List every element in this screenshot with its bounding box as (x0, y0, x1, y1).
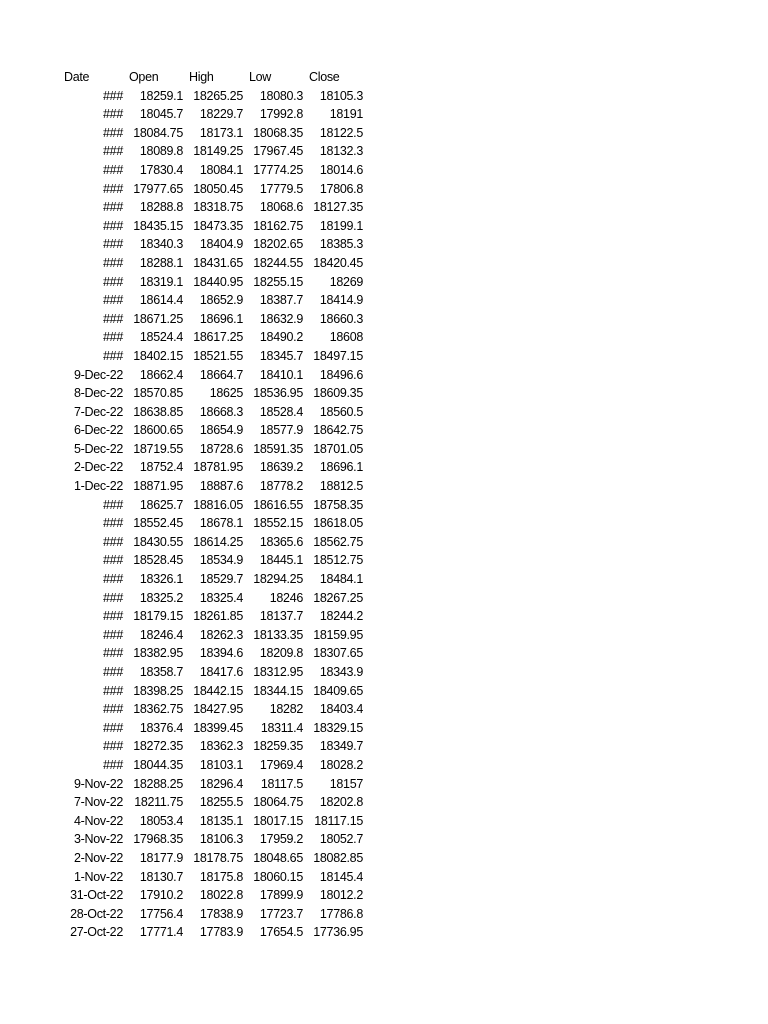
high-cell[interactable]: 18678.1 (199, 516, 243, 531)
low-cell[interactable]: 18387.7 (259, 293, 303, 308)
open-cell[interactable]: 18435.15 (133, 218, 183, 233)
table-row (61, 384, 366, 403)
date-cell[interactable]: ### (103, 665, 123, 679)
low-cell[interactable]: 18639.2 (259, 460, 303, 475)
low-cell[interactable]: 17723.7 (259, 906, 303, 921)
table-row (61, 328, 366, 347)
date-cell[interactable]: ### (103, 181, 123, 196)
close-cell[interactable]: 18403.4 (319, 702, 363, 717)
close-cell[interactable]: 18812.5 (319, 479, 363, 494)
open-cell[interactable]: 18524.4 (139, 330, 183, 345)
close-cell[interactable]: 17786.8 (319, 906, 363, 921)
low-cell[interactable]: 18137.7 (259, 609, 303, 624)
close-cell[interactable]: 18199.1 (319, 218, 363, 233)
low-cell[interactable]: 18080.3 (259, 88, 303, 103)
open-cell[interactable]: 18614.4 (139, 293, 183, 308)
table-row (61, 421, 366, 440)
table-row (61, 793, 366, 812)
high-cell[interactable]: 18262.3 (199, 627, 243, 642)
open-cell[interactable]: 18089.8 (139, 144, 183, 159)
high-cell[interactable]: 18652.9 (199, 293, 243, 308)
high-cell[interactable]: 18664.7 (199, 367, 243, 382)
date-cell[interactable]: 5-Dec-22 (73, 441, 123, 456)
high-cell[interactable]: 18084.1 (199, 162, 243, 177)
low-cell[interactable]: 18294.25 (253, 572, 303, 587)
date-cell[interactable]: ### (103, 125, 123, 140)
date-cell[interactable]: 1-Dec-22 (73, 479, 123, 494)
date-cell[interactable]: 27-Oct-22 (70, 925, 123, 940)
high-cell[interactable]: 18625 (209, 386, 243, 401)
open-cell[interactable]: 18044.35 (133, 757, 183, 772)
table-row (61, 849, 366, 868)
high-cell[interactable]: 18022.8 (199, 888, 243, 903)
close-cell[interactable]: 18127.35 (313, 200, 363, 215)
table-row (61, 607, 366, 626)
open-cell[interactable]: 17830.4 (139, 162, 183, 177)
close-cell[interactable]: 17736.95 (313, 925, 363, 940)
open-header[interactable]: Open (129, 70, 159, 84)
table-row (61, 700, 366, 719)
close-cell[interactable]: 18618.05 (313, 516, 363, 531)
low-cell[interactable]: 18528.4 (259, 404, 303, 419)
date-cell[interactable]: ### (103, 162, 123, 177)
low-cell[interactable]: 17779.5 (259, 181, 303, 196)
table-row (61, 533, 366, 552)
high-cell[interactable]: 18399.45 (193, 720, 243, 735)
high-cell[interactable]: 18149.25 (193, 144, 243, 159)
open-cell[interactable]: 18326.1 (139, 572, 183, 587)
table-row (61, 477, 366, 496)
low-cell[interactable]: 17654.5 (259, 925, 303, 940)
date-cell[interactable]: ### (103, 590, 123, 605)
open-cell[interactable]: 18177.9 (139, 850, 183, 865)
close-cell[interactable]: 18117.15 (314, 813, 363, 828)
close-cell[interactable]: 18122.5 (319, 125, 363, 140)
table-row (61, 775, 366, 794)
table-row (61, 886, 366, 905)
low-cell[interactable]: 18162.75 (253, 218, 303, 233)
date-cell[interactable]: 6-Dec-22 (73, 423, 123, 438)
close-cell[interactable]: 18082.85 (313, 850, 363, 865)
open-cell[interactable]: 18319.1 (139, 274, 183, 289)
close-cell[interactable]: 18385.3 (319, 237, 363, 252)
open-cell[interactable]: 18340.3 (139, 237, 183, 252)
open-cell[interactable]: 18528.45 (133, 553, 183, 568)
high-cell[interactable]: 18668.3 (199, 404, 243, 419)
low-cell[interactable]: 18255.15 (253, 274, 303, 289)
open-cell[interactable]: 18288.25 (133, 776, 183, 791)
close-cell[interactable]: 18012.2 (319, 888, 363, 903)
high-cell[interactable]: 18617.25 (193, 330, 243, 345)
low-cell[interactable]: 17967.45 (253, 144, 303, 159)
open-cell[interactable]: 18625.7 (139, 497, 183, 512)
open-cell[interactable]: 18288.8 (139, 200, 183, 215)
high-cell[interactable]: 18394.6 (199, 646, 243, 661)
low-cell[interactable]: 18202.65 (253, 237, 303, 252)
close-cell[interactable]: 18642.75 (313, 423, 363, 438)
table-row (61, 868, 366, 887)
low-cell[interactable]: 18068.35 (253, 125, 303, 140)
low-cell[interactable]: 18616.55 (253, 497, 303, 512)
low-cell[interactable]: 18311.4 (260, 720, 303, 735)
low-cell[interactable]: 18445.1 (259, 553, 303, 568)
high-header[interactable]: High (189, 70, 214, 84)
high-cell[interactable]: 18417.6 (199, 665, 243, 679)
low-cell[interactable]: 18060.15 (253, 869, 303, 884)
date-cell[interactable]: ### (103, 144, 123, 159)
high-cell[interactable]: 18654.9 (199, 423, 243, 438)
low-cell[interactable]: 18064.75 (253, 795, 303, 810)
high-cell[interactable]: 18440.95 (193, 274, 243, 289)
open-cell[interactable]: 18638.85 (133, 404, 183, 419)
high-cell[interactable]: 18178.75 (193, 850, 243, 865)
high-cell[interactable]: 17783.9 (199, 925, 243, 940)
table-row (61, 403, 366, 422)
table-row (61, 905, 366, 924)
low-cell[interactable]: 18536.95 (253, 386, 303, 401)
date-cell[interactable]: ### (103, 516, 123, 531)
close-cell[interactable]: 18105.3 (319, 88, 363, 103)
table-row (61, 198, 366, 217)
high-cell[interactable]: 18261.85 (193, 609, 243, 624)
close-cell[interactable]: 18497.15 (313, 348, 363, 363)
low-cell[interactable]: 18410.1 (259, 367, 303, 382)
date-cell[interactable]: ### (103, 627, 123, 642)
close-cell[interactable]: 18758.35 (313, 497, 363, 512)
date-cell[interactable]: ### (103, 757, 123, 772)
close-cell[interactable]: 18484.1 (319, 572, 363, 587)
date-cell[interactable]: ### (103, 572, 123, 587)
low-cell[interactable]: 18577.9 (259, 423, 303, 438)
date-cell[interactable]: ### (103, 683, 123, 698)
date-header[interactable]: Date (64, 70, 90, 84)
date-cell[interactable]: ### (103, 107, 123, 122)
high-cell[interactable]: 18529.7 (199, 572, 243, 587)
low-cell[interactable]: 17969.4 (259, 757, 303, 772)
low-cell[interactable]: 18778.2 (259, 479, 303, 494)
close-cell[interactable]: 18420.45 (313, 255, 363, 270)
low-cell[interactable]: 18048.65 (253, 850, 303, 865)
high-cell[interactable]: 18296.4 (199, 776, 243, 791)
date-cell[interactable]: ### (103, 88, 123, 103)
close-cell[interactable]: 18202.8 (319, 795, 363, 810)
open-cell[interactable]: 18179.15 (133, 609, 183, 624)
table-row (61, 440, 366, 459)
high-cell[interactable]: 18887.6 (199, 479, 243, 494)
table-row (61, 310, 366, 329)
table-row (61, 366, 366, 385)
open-cell[interactable]: 18376.4 (139, 720, 183, 735)
close-cell[interactable]: 18145.4 (319, 869, 363, 884)
date-cell[interactable]: 9-Nov-22 (73, 776, 123, 791)
close-cell[interactable]: 18701.05 (313, 441, 363, 456)
date-cell[interactable]: 7-Nov-22 (73, 795, 123, 810)
date-cell[interactable]: ### (103, 534, 123, 549)
high-cell[interactable]: 18427.95 (193, 702, 243, 717)
open-cell[interactable]: 18288.1 (139, 255, 183, 270)
table-row (61, 923, 366, 942)
close-cell[interactable]: 18159.95 (313, 627, 363, 642)
close-header[interactable]: Close (309, 70, 340, 84)
open-cell[interactable]: 18084.75 (133, 125, 183, 140)
date-cell[interactable]: 28-Oct-22 (70, 906, 123, 921)
open-cell[interactable]: 18570.85 (133, 386, 183, 401)
open-cell[interactable]: 17756.4 (139, 906, 183, 921)
low-cell[interactable]: 18133.35 (253, 627, 303, 642)
table-row (61, 273, 366, 292)
high-cell[interactable]: 18362.3 (199, 739, 243, 754)
table-row (61, 756, 366, 775)
date-cell[interactable]: ### (103, 311, 123, 326)
date-cell[interactable]: ### (103, 237, 123, 252)
date-cell[interactable]: 8-Dec-22 (73, 386, 123, 401)
high-cell[interactable]: 18229.7 (199, 107, 243, 122)
close-cell[interactable]: 18014.6 (319, 162, 363, 177)
date-cell[interactable]: ### (103, 348, 123, 363)
low-cell[interactable]: 17899.9 (259, 888, 303, 903)
table-row (61, 812, 366, 831)
high-cell[interactable]: 18106.3 (199, 832, 243, 847)
price-table (61, 68, 366, 942)
open-cell[interactable]: 18362.75 (133, 702, 183, 717)
high-cell[interactable]: 18534.9 (199, 553, 243, 568)
low-cell[interactable]: 18117.5 (260, 776, 303, 791)
table-row (61, 347, 366, 366)
low-cell[interactable]: 18246 (269, 590, 303, 605)
date-cell[interactable]: ### (103, 497, 123, 512)
close-cell[interactable]: 18028.2 (319, 757, 363, 772)
table-row (61, 496, 366, 515)
high-cell[interactable]: 18442.15 (193, 683, 243, 698)
high-cell[interactable]: 18473.35 (193, 218, 243, 233)
open-cell[interactable]: 18130.7 (139, 869, 183, 884)
table-row (61, 87, 366, 106)
low-cell[interactable]: 17992.8 (259, 107, 303, 122)
close-cell[interactable]: 17806.8 (319, 181, 363, 196)
date-cell[interactable]: ### (103, 553, 123, 568)
table-row (61, 458, 366, 477)
low-cell[interactable]: 18209.8 (259, 646, 303, 661)
close-cell[interactable]: 18660.3 (319, 311, 363, 326)
low-cell[interactable]: 18365.6 (259, 534, 303, 549)
open-cell[interactable]: 18246.4 (139, 627, 183, 642)
date-cell[interactable]: 1-Nov-22 (73, 869, 123, 884)
open-cell[interactable]: 18719.55 (133, 441, 183, 456)
low-cell[interactable]: 18344.15 (253, 683, 303, 698)
high-cell[interactable]: 18175.8 (199, 869, 243, 884)
low-cell[interactable]: 18282 (269, 702, 303, 717)
high-cell[interactable]: 18135.1 (199, 813, 243, 828)
date-cell[interactable]: ### (103, 702, 123, 717)
close-cell[interactable]: 18132.3 (319, 144, 363, 159)
low-cell[interactable]: 18490.2 (259, 330, 303, 345)
close-cell[interactable]: 18562.75 (313, 534, 363, 549)
open-cell[interactable]: 18259.1 (139, 88, 183, 103)
date-cell[interactable]: ### (103, 274, 123, 289)
open-cell[interactable]: 17910.2 (139, 888, 183, 903)
close-cell[interactable]: 18269 (329, 274, 363, 289)
high-cell[interactable]: 18728.6 (199, 441, 243, 456)
close-cell[interactable]: 18496.6 (319, 367, 363, 382)
table-row (61, 235, 366, 254)
date-cell[interactable]: 31-Oct-22 (70, 888, 123, 903)
table-row (61, 142, 366, 161)
low-cell[interactable]: 18591.35 (253, 441, 303, 456)
table-row (61, 663, 366, 682)
close-cell[interactable]: 18609.35 (313, 386, 363, 401)
open-cell[interactable]: 18402.15 (133, 348, 183, 363)
table-row (61, 217, 366, 236)
high-cell[interactable]: 18614.25 (193, 534, 243, 549)
open-cell[interactable]: 18552.45 (133, 516, 183, 531)
low-cell[interactable]: 18312.95 (253, 665, 303, 679)
close-cell[interactable]: 18349.7 (319, 739, 363, 754)
open-cell[interactable]: 18398.25 (133, 683, 183, 698)
table-row (61, 682, 366, 701)
open-cell[interactable]: 17771.4 (139, 925, 183, 940)
high-cell[interactable]: 18325.4 (199, 590, 243, 605)
open-cell[interactable]: 18053.4 (139, 813, 183, 828)
date-cell[interactable]: ### (103, 720, 123, 735)
date-cell[interactable]: ### (103, 739, 123, 754)
close-cell[interactable]: 18052.7 (319, 832, 363, 847)
high-cell[interactable]: 18781.95 (193, 460, 243, 475)
low-cell[interactable]: 18244.55 (253, 255, 303, 270)
spreadsheet (61, 68, 366, 942)
table-row (61, 570, 366, 589)
table-row (61, 180, 366, 199)
table-row (61, 737, 366, 756)
close-cell[interactable]: 18329.15 (313, 720, 363, 735)
low-cell[interactable]: 17959.2 (259, 832, 303, 847)
close-cell[interactable]: 18244.2 (319, 609, 363, 624)
date-cell[interactable]: 9-Dec-22 (73, 367, 123, 382)
open-cell[interactable]: 17968.35 (133, 832, 183, 847)
close-cell[interactable]: 18307.65 (313, 646, 363, 661)
table-row (61, 291, 366, 310)
table-row (61, 514, 366, 533)
open-cell[interactable]: 18600.65 (133, 423, 183, 438)
low-cell[interactable]: 17774.25 (253, 162, 303, 177)
low-cell[interactable]: 18345.7 (259, 348, 303, 363)
table-row (61, 644, 366, 663)
date-cell[interactable]: 7-Dec-22 (73, 404, 123, 419)
table-row (61, 105, 366, 124)
table-row (61, 254, 366, 273)
close-cell[interactable]: 18512.75 (313, 553, 363, 568)
high-cell[interactable]: 18318.75 (193, 200, 243, 215)
high-cell[interactable]: 18521.55 (193, 348, 243, 363)
close-cell[interactable]: 18157 (329, 776, 363, 791)
open-cell[interactable]: 18382.95 (133, 646, 183, 661)
open-cell[interactable]: 18671.25 (133, 311, 183, 326)
low-cell[interactable]: 18259.35 (253, 739, 303, 754)
table-row (61, 719, 366, 738)
table-row (61, 589, 366, 608)
open-cell[interactable]: 17977.65 (133, 181, 183, 196)
date-cell[interactable]: 2-Nov-22 (73, 850, 123, 865)
open-cell[interactable]: 18045.7 (139, 107, 183, 122)
table-row (61, 124, 366, 143)
open-cell[interactable]: 18871.95 (133, 479, 183, 494)
close-cell[interactable]: 18191 (329, 107, 363, 122)
high-cell[interactable]: 18173.1 (199, 125, 243, 140)
low-cell[interactable]: 18552.15 (253, 516, 303, 531)
table-row (61, 830, 366, 849)
open-cell[interactable]: 18752.4 (139, 460, 183, 475)
high-cell[interactable]: 18050.45 (193, 181, 243, 196)
date-cell[interactable]: ### (103, 200, 123, 215)
date-cell[interactable]: ### (103, 646, 123, 661)
table-body (61, 87, 366, 942)
low-cell[interactable]: 18632.9 (259, 311, 303, 326)
high-cell[interactable]: 18431.65 (193, 255, 243, 270)
table-row (61, 626, 366, 645)
high-cell[interactable]: 18265.25 (193, 88, 243, 103)
close-cell[interactable]: 18608 (329, 330, 363, 345)
date-cell[interactable]: ### (103, 255, 123, 270)
open-cell[interactable]: 18211.75 (134, 795, 183, 810)
close-cell[interactable]: 18409.65 (313, 683, 363, 698)
date-cell[interactable]: ### (103, 218, 123, 233)
high-cell[interactable]: 17838.9 (199, 906, 243, 921)
close-cell[interactable]: 18696.1 (319, 460, 363, 475)
close-cell[interactable]: 18560.5 (319, 404, 363, 419)
date-cell[interactable]: ### (103, 330, 123, 345)
header-row (61, 68, 366, 87)
close-cell[interactable]: 18343.9 (319, 665, 363, 679)
high-cell[interactable]: 18103.1 (199, 757, 243, 772)
close-cell[interactable]: 18267.25 (313, 590, 363, 605)
date-cell[interactable]: 3-Nov-22 (73, 832, 123, 847)
date-cell[interactable]: ### (103, 609, 123, 624)
open-cell[interactable]: 18358.7 (139, 665, 183, 679)
low-header[interactable]: Low (249, 70, 272, 84)
table-row (61, 551, 366, 570)
low-cell[interactable]: 18068.6 (259, 200, 303, 215)
date-cell[interactable]: ### (103, 293, 123, 308)
high-cell[interactable]: 18404.9 (199, 237, 243, 252)
high-cell[interactable]: 18696.1 (199, 311, 243, 326)
open-cell[interactable]: 18272.35 (133, 739, 183, 754)
date-cell[interactable]: 4-Nov-22 (73, 813, 123, 828)
date-cell[interactable]: 2-Dec-22 (73, 460, 123, 475)
high-cell[interactable]: 18255.5 (199, 795, 243, 810)
open-cell[interactable]: 18430.55 (133, 534, 183, 549)
table-row (61, 161, 366, 180)
high-cell[interactable]: 18816.05 (193, 497, 243, 512)
open-cell[interactable]: 18662.4 (139, 367, 183, 382)
low-cell[interactable]: 18017.15 (253, 813, 303, 828)
open-cell[interactable]: 18325.2 (139, 590, 183, 605)
close-cell[interactable]: 18414.9 (319, 293, 363, 308)
